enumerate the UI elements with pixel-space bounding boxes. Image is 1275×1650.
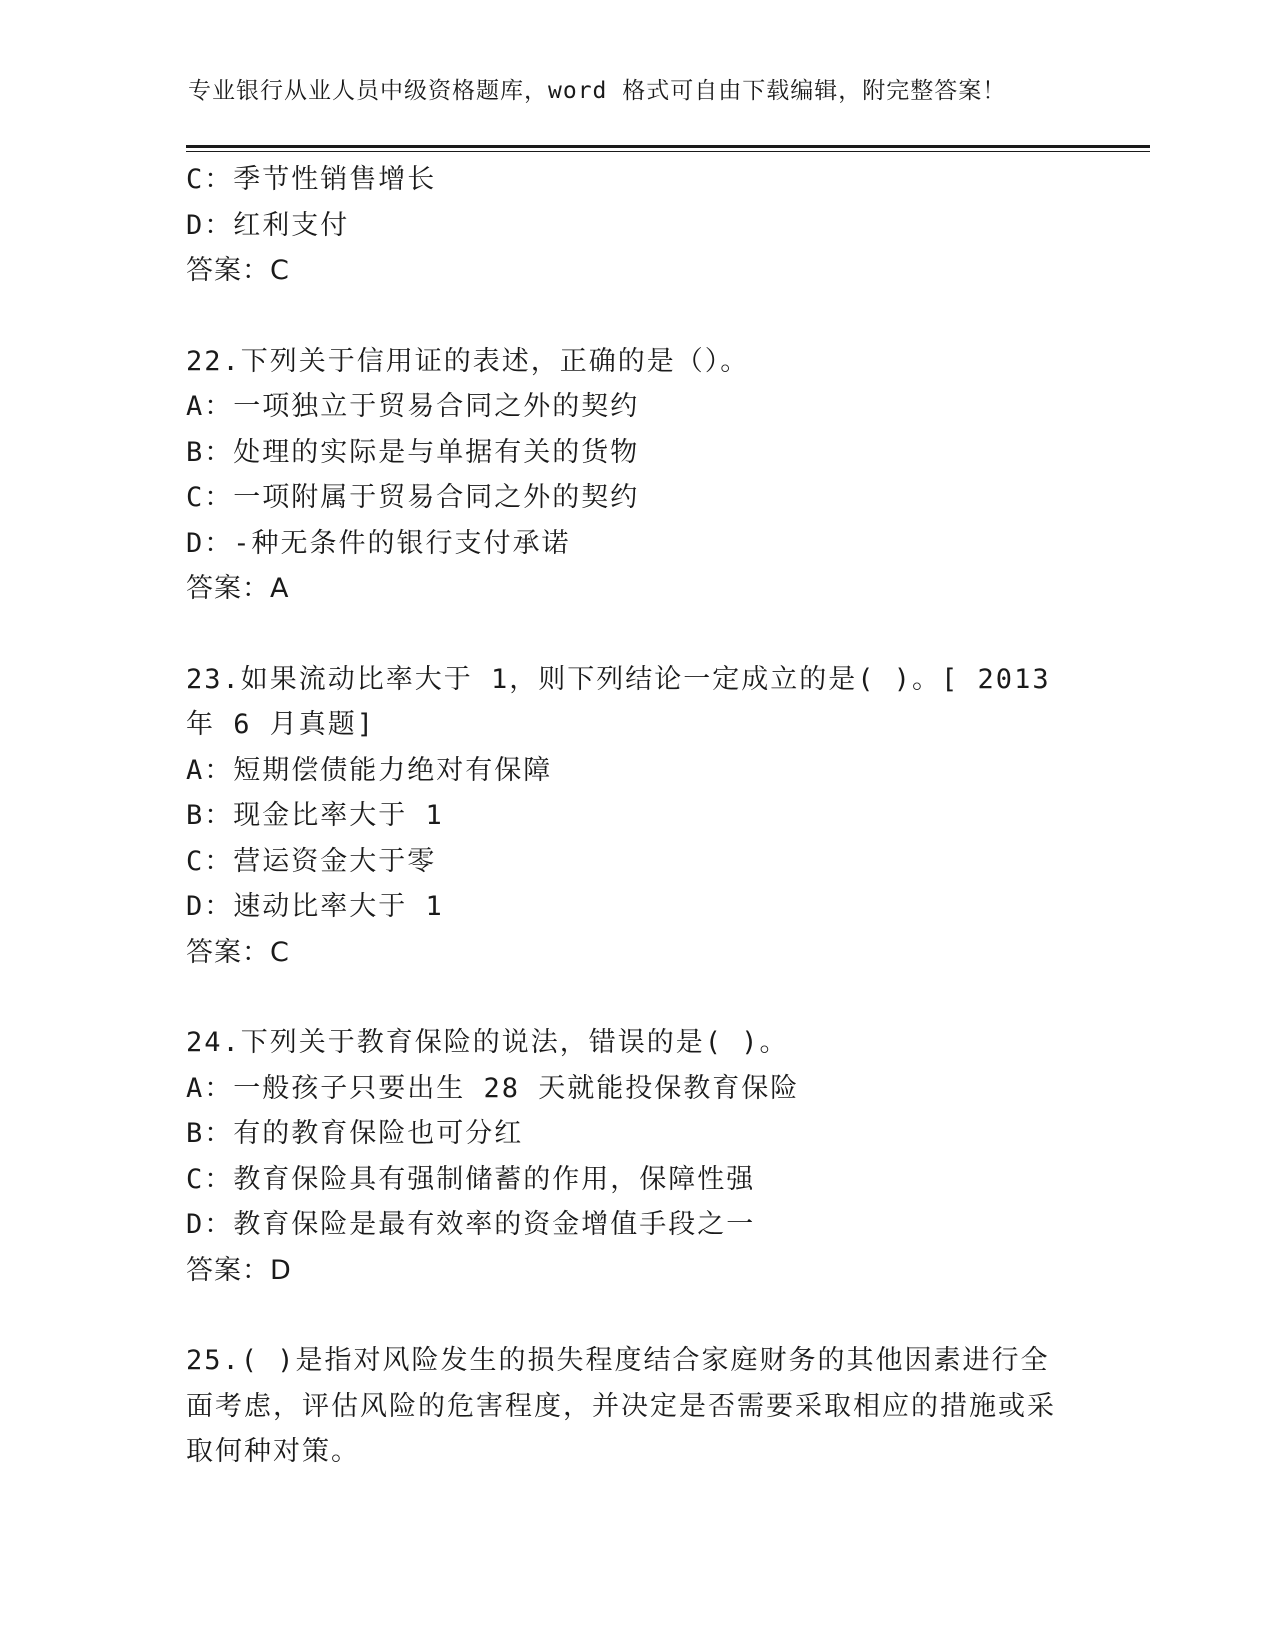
option-a: A：短期偿债能力绝对有保障 [186,754,553,786]
page-header: 专业银行从业人员中级资格题库，word 格式可自由下载编辑，附完整答案！ [188,78,1007,104]
option-a: A：一项独立于贸易合同之外的契约 [186,391,640,422]
option-d: D：教育保险是最有效率的资金增值手段之一 [186,1209,756,1240]
question-25 [186,1338,1076,1475]
question-list [186,157,1076,1475]
spacer [186,294,1076,339]
option-a: A：一般孩子只要出生 28 天就能投保教育保险 [186,1072,800,1104]
question-stem: 24.下列关于教育保险的说法，错误的是( )。 [186,1027,789,1058]
question-23 [186,657,1076,976]
option-d: D：-种无条件的银行支付承诺 [186,527,571,559]
option-c: C：营运资金大于零 [186,845,437,877]
answer-line: 答案：C [186,255,290,286]
option-b: B：处理的实际是与单据有关的货物 [186,436,640,468]
option-c: C：教育保险具有强制储蓄的作用，保障性强 [186,1163,756,1195]
spacer [186,975,1076,1020]
question-24 [186,1020,1076,1293]
question-22 [186,339,1076,612]
option-b: B：有的教育保险也可分红 [186,1118,524,1149]
question-stem: 22.下列关于信用证的表述，正确的是（）。 [186,345,750,377]
spacer [186,612,1076,657]
question-stem: 25.( )是指对风险发生的损失程度结合家庭财务的其他因素进行全面考虑，评估风险的危害程度，并决定是否需要采取相应的措施或采取何种对策。 [186,1345,1056,1467]
option-b: B：现金比率大于 1 [186,800,444,831]
option-c: C：季节性销售增长 [186,164,437,195]
option-d: D：速动比率大于 1 [186,891,444,922]
question-21-continuation [186,157,1076,294]
question-stem: 23.如果流动比率大于 1，则下列结论一定成立的是( )。[ 2013 年 6 月真题] [186,663,1051,740]
answer-line: 答案：D [186,1254,292,1286]
answer-line: 答案：C [186,936,290,968]
spacer [186,1293,1076,1338]
answer-line: 答案：A [186,573,290,604]
header-divider-thick [186,145,1150,148]
option-c: C：一项附属于贸易合同之外的契约 [186,482,640,513]
header-divider-thin [186,151,1150,152]
option-d: D：红利支付 [186,209,350,241]
